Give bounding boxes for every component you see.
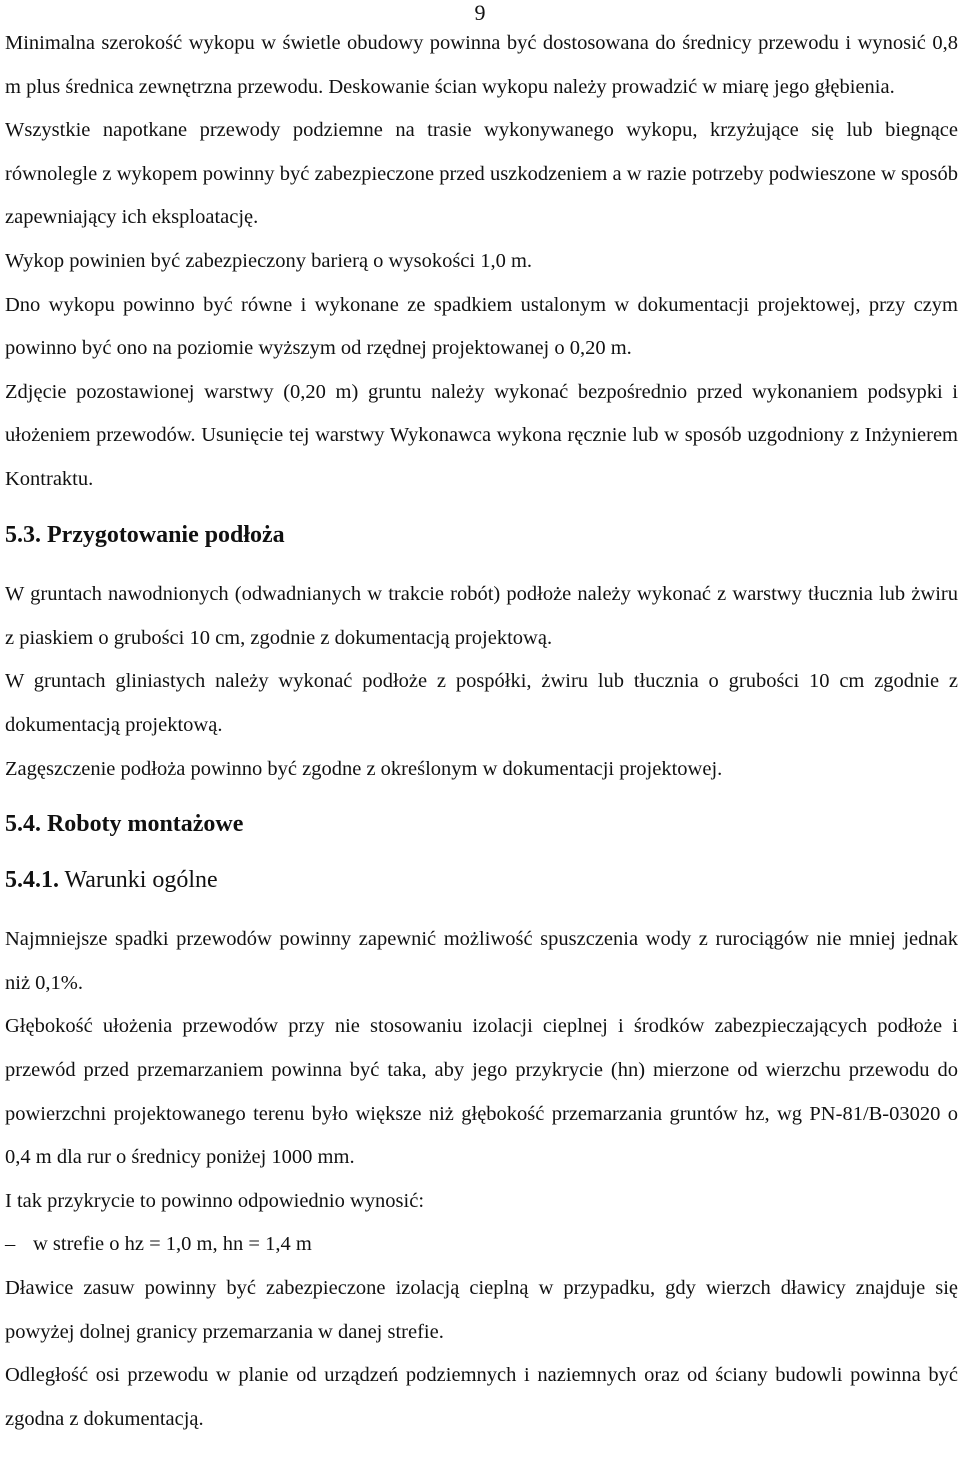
- document-body: [5, 22, 958, 1441]
- paragraph-compaction: Zagęszczenie podłoża powinno być zgodne z określonym w dokumentacji projektowej.: [5, 757, 723, 780]
- paragraph-axis-distance: Odległość osi przewodu w planie od urządzeń podziemnych i naziemnych oraz od ściany budowli powinna być zgodna z dokumentacją.: [5, 1364, 958, 1430]
- paragraph-min-slopes: Najmniejsze spadki przewodów powinny zapewnić możliwość spuszczenia wody z rurociągów nie mniej jednak niż 0,1%.: [5, 928, 958, 994]
- list-item-text: w strefie o hz = 1,0 m, hn = 1,4 m: [33, 1233, 312, 1256]
- paragraph-wet-soil: W gruntach nawodnionych (odwadnianych w trakcie robót) podłoże należy wykonać z warstwy tłucznia lub żwiru z piaskiem o grubości 10 cm, zgodnie z dokumentacją projektową.: [5, 583, 958, 649]
- paragraph-cover-intro: I tak przykrycie to powinno odpowiednio wynosić:: [5, 1189, 425, 1212]
- paragraph-underground-utilities: Wszystkie napotkane przewody podziemne na trasie wykonywanego wykopu, krzyżujące się lub biegnące równolegle z wykopem powinny być zabezpieczone przed uszkodzeniem a w razie potrzeby podwieszone w sposób zapewniający ich eksploatację.: [5, 119, 958, 229]
- dash-bullet: –: [5, 1233, 16, 1256]
- paragraph-valve-glands: Dławice zasuw powinny być zabezpieczone izolacją cieplną w przypadku, gdy wierzch dławicy znajduje się powyżej dolnej granicy przemarzania w danej strefie.: [5, 1277, 958, 1343]
- paragraph-depth: Głębokość ułożenia przewodów przy nie stosowaniu izolacji cieplnej i środków zabezpieczających podłoże i przewód przed przemarzaniem powinna być taka, aby jego przykrycie (hn) mierzone od wierzchu przewodu do powierzchni projektowanego terenu było większe niż głębokość przemarzania gruntów hz, wg PN-81/B-03020 o 0,4 m dla rur o średnicy poniżej 1000 mm.: [5, 1015, 958, 1169]
- heading-text: Warunki ogólne: [58, 866, 218, 893]
- heading-number: 5.4.1.: [5, 866, 59, 893]
- section-heading-5-4: 5.4. Roboty montażowe: [5, 811, 244, 838]
- section-heading-5-3: 5.3. Przygotowanie podłoża: [5, 521, 285, 548]
- list-item: [5, 1223, 958, 1267]
- page-number: 9: [474, 0, 486, 25]
- paragraph-clay-soil: W gruntach gliniastych należy wykonać podłoże z pospółki, żwiru lub tłucznia o grubości 10 cm zgodnie z dokumentacją projektową.: [5, 670, 958, 736]
- paragraph-barrier: Wykop powinien być zabezpieczony barierą o wysokości 1,0 m.: [5, 249, 533, 272]
- paragraph-trench-width: Minimalna szerokość wykopu w świetle obudowy powinna być dostosowana do średnicy przewodu i wynosić 0,8 m plus średnica zewnętrzna przewodu. Deskowanie ścian wykopu należy prowadzić w miarę jego głębienia.: [5, 32, 958, 98]
- paragraph-trench-bottom: Dno wykopu powinno być równe i wykonane ze spadkiem ustalonym w dokumentacji projektowej, przy czym powinno być ono na poziomie wyższym od rzędnej projektowanej o 0,20 m.: [5, 293, 958, 360]
- section-heading-5-4-1: [5, 859, 958, 903]
- paragraph-layer-removal: Zdjęcie pozostawionej warstwy (0,20 m) gruntu należy wykonać bezpośrednio przed wykonaniem podsypki i ułożeniem przewodów. Usunięcie tej warstwy Wykonawca wykona ręcznie lub w sposób uzgodniony z Inżynierem Kontraktu.: [5, 380, 958, 490]
